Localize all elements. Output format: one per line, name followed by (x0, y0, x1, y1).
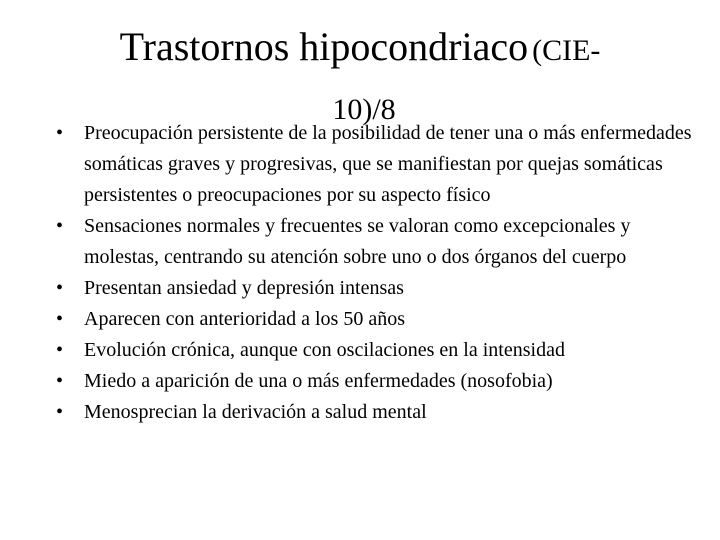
bullet-text: Sensaciones normales y frecuentes se valoran como excepcionales y molestas, centrando su atención sobre uno o dos órganos del cuerpo (84, 215, 631, 268)
bullet-text: Preocupación persistente de la posibilidad de tener una o más enfermedades somáticas graves y progresivas, que se manifiestan por quejas somáticas persistentes o preocupaciones por su aspecto físico (84, 122, 692, 206)
bullet-icon: • (56, 370, 64, 392)
bullet-icon: • (56, 339, 64, 361)
bullet-icon: • (56, 401, 64, 423)
bullet-icon: • (56, 277, 64, 299)
bullet-text: Presentan ansiedad y depresión intensas (84, 277, 404, 299)
bullet-icon: • (56, 122, 64, 144)
title-code-part-2: 10)/8 (332, 93, 396, 126)
bullet-text: Miedo a aparición de una o más enfermedades (nosofobia) (84, 370, 553, 392)
bullet-text: Menosprecian la derivación a salud mental (84, 401, 427, 423)
bullet-item-4 (56, 304, 706, 335)
bullet-item-5 (56, 335, 706, 366)
bullet-item-7 (56, 397, 706, 428)
bullet-list (56, 118, 706, 428)
bullet-item-3 (56, 273, 706, 304)
title-line-1 (0, 22, 720, 81)
title-code-part-1: (CIE- (532, 34, 601, 67)
bullet-text: Evolución crónica, aunque con oscilaciones en la intensidad (84, 339, 565, 361)
bullet-icon: • (56, 215, 64, 237)
title-main: Trastornos hipocondriaco (119, 24, 529, 69)
bullet-text: Aparecen con anterioridad a los 50 años (84, 308, 405, 330)
bullet-icon: • (56, 308, 64, 330)
bullet-item-1 (56, 118, 706, 211)
bullet-item-6 (56, 366, 706, 397)
bullet-item-2 (56, 211, 706, 273)
